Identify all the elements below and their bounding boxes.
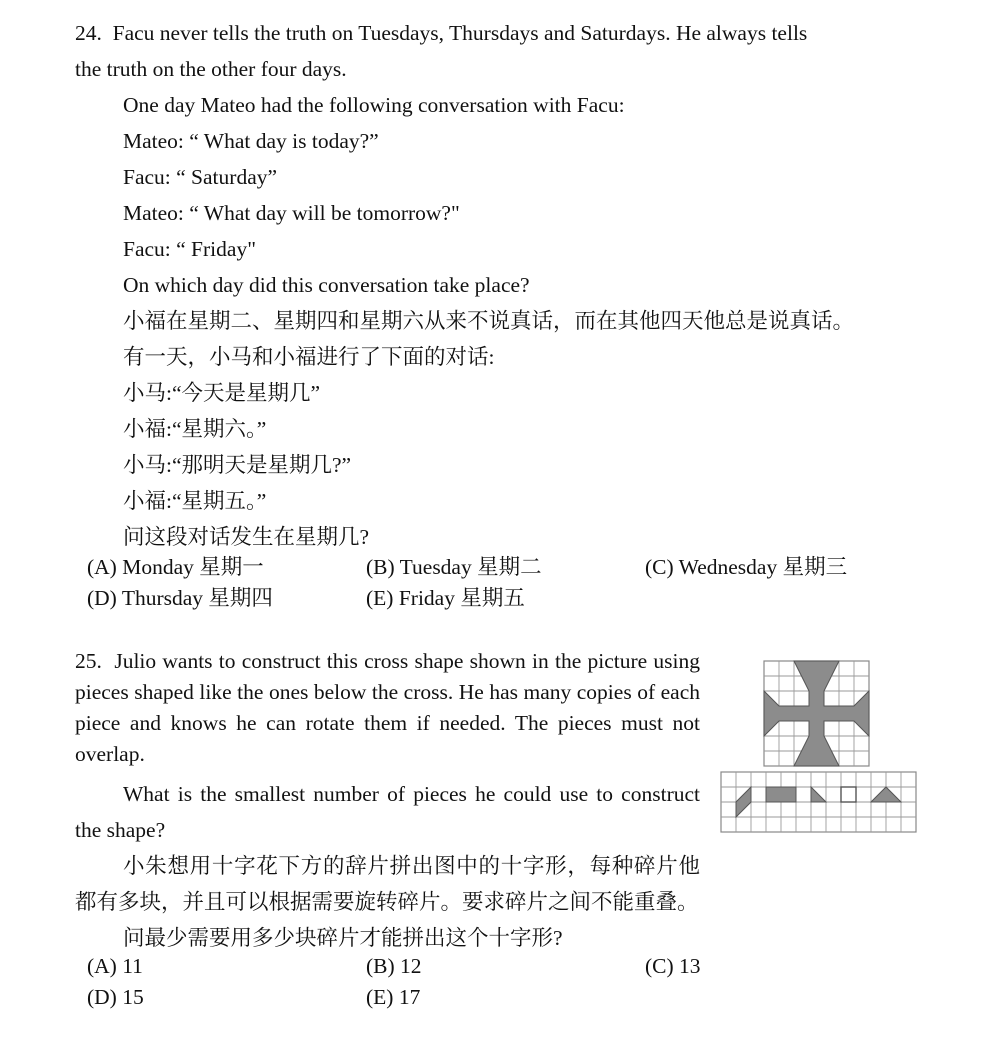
q25-option-b[interactable]: (B) 12 (366, 954, 422, 978)
q25-stem-zh-2: 问最少需要用多少块碎片才能拼出这个十字形? (123, 926, 563, 950)
q24-stem-line-1: 24. Facu never tells the truth on Tuesdays, Thursdays and Saturdays. He always tells (75, 21, 808, 45)
q24-options (87, 552, 947, 614)
q24-dialogue-en-2: Mateo: “ What day is today?” (123, 129, 379, 153)
q25-number: 25. (75, 649, 102, 673)
q24-dialogue-en-4: Mateo: “ What day will be tomorrow?" (123, 201, 460, 225)
q25-option-c[interactable]: (C) 13 (645, 954, 701, 978)
q24-option-e[interactable]: (E) Friday 星期五 (366, 586, 525, 610)
q25-stem-en-1: 25. Julio wants to construct this cross shape shown in the picture using pieces shaped like the ones below the cross. He has many copies of each piece and knows he can rotate them if needed. The pieces must not overlap. (75, 649, 701, 766)
q25-stem-zh-1: 小朱想用十字花下方的辞片拼出图中的十字形，每种碎片他都有多块，并且可以根据需要旋转碎片。要求碎片之间不能重叠。 (75, 854, 700, 914)
question-25 (75, 646, 700, 956)
q24-option-b[interactable]: (B) Tuesday 星期二 (366, 555, 542, 579)
q24-dialogue-zh-2: 有一天，小马和小福进行了下面的对话: (123, 345, 495, 369)
q25-figure (718, 655, 918, 846)
q25-figure-svg (718, 655, 918, 835)
q24-option-d[interactable]: (D) Thursday 星期四 (87, 586, 273, 610)
q24-dialogue-en-3: Facu: “ Saturday” (123, 165, 278, 189)
q24-dialogue-zh-3: 小马:“今天是星期几” (123, 381, 321, 405)
q24-dialogue-zh-5: 小马:“那明天是星期几?” (123, 453, 352, 477)
q24-dialogue-en-1: One day Mateo had the following conversation with Facu: (123, 93, 625, 117)
q24-dialogue-zh-6: 小福:“星期五。” (123, 489, 267, 513)
q24-dialogue-zh-1: 小福在星期二、星期四和星期六从来不说真话，而在其他四天他总是说真话。 (123, 309, 855, 333)
piece-square (841, 787, 856, 802)
piece-rectangle (766, 787, 796, 802)
question-24 (75, 15, 854, 555)
q25-options (87, 951, 947, 1013)
q24-option-a[interactable]: (A) Monday 星期一 (87, 555, 264, 579)
q24-dialogue-en-5: Facu: “ Friday" (123, 237, 256, 261)
q24-dialogue-en-6: On which day did this conversation take place? (123, 273, 530, 297)
q25-option-a[interactable]: (A) 11 (87, 954, 143, 978)
q24-stem-line-2: the truth on the other four days. (75, 57, 347, 81)
q25-option-d[interactable]: (D) 15 (87, 985, 144, 1009)
q24-dialogue-zh-7: 问这段对话发生在星期几? (123, 525, 370, 549)
q24-option-c[interactable]: (C) Wednesday 星期三 (645, 555, 848, 579)
q24-dialogue-zh-4: 小福:“星期六。” (123, 417, 267, 441)
q25-stem-en-2: What is the smallest number of pieces he could use to construct the shape? (75, 782, 700, 842)
q24-number: 24. (75, 21, 102, 45)
q25-option-e[interactable]: (E) 17 (366, 985, 421, 1009)
